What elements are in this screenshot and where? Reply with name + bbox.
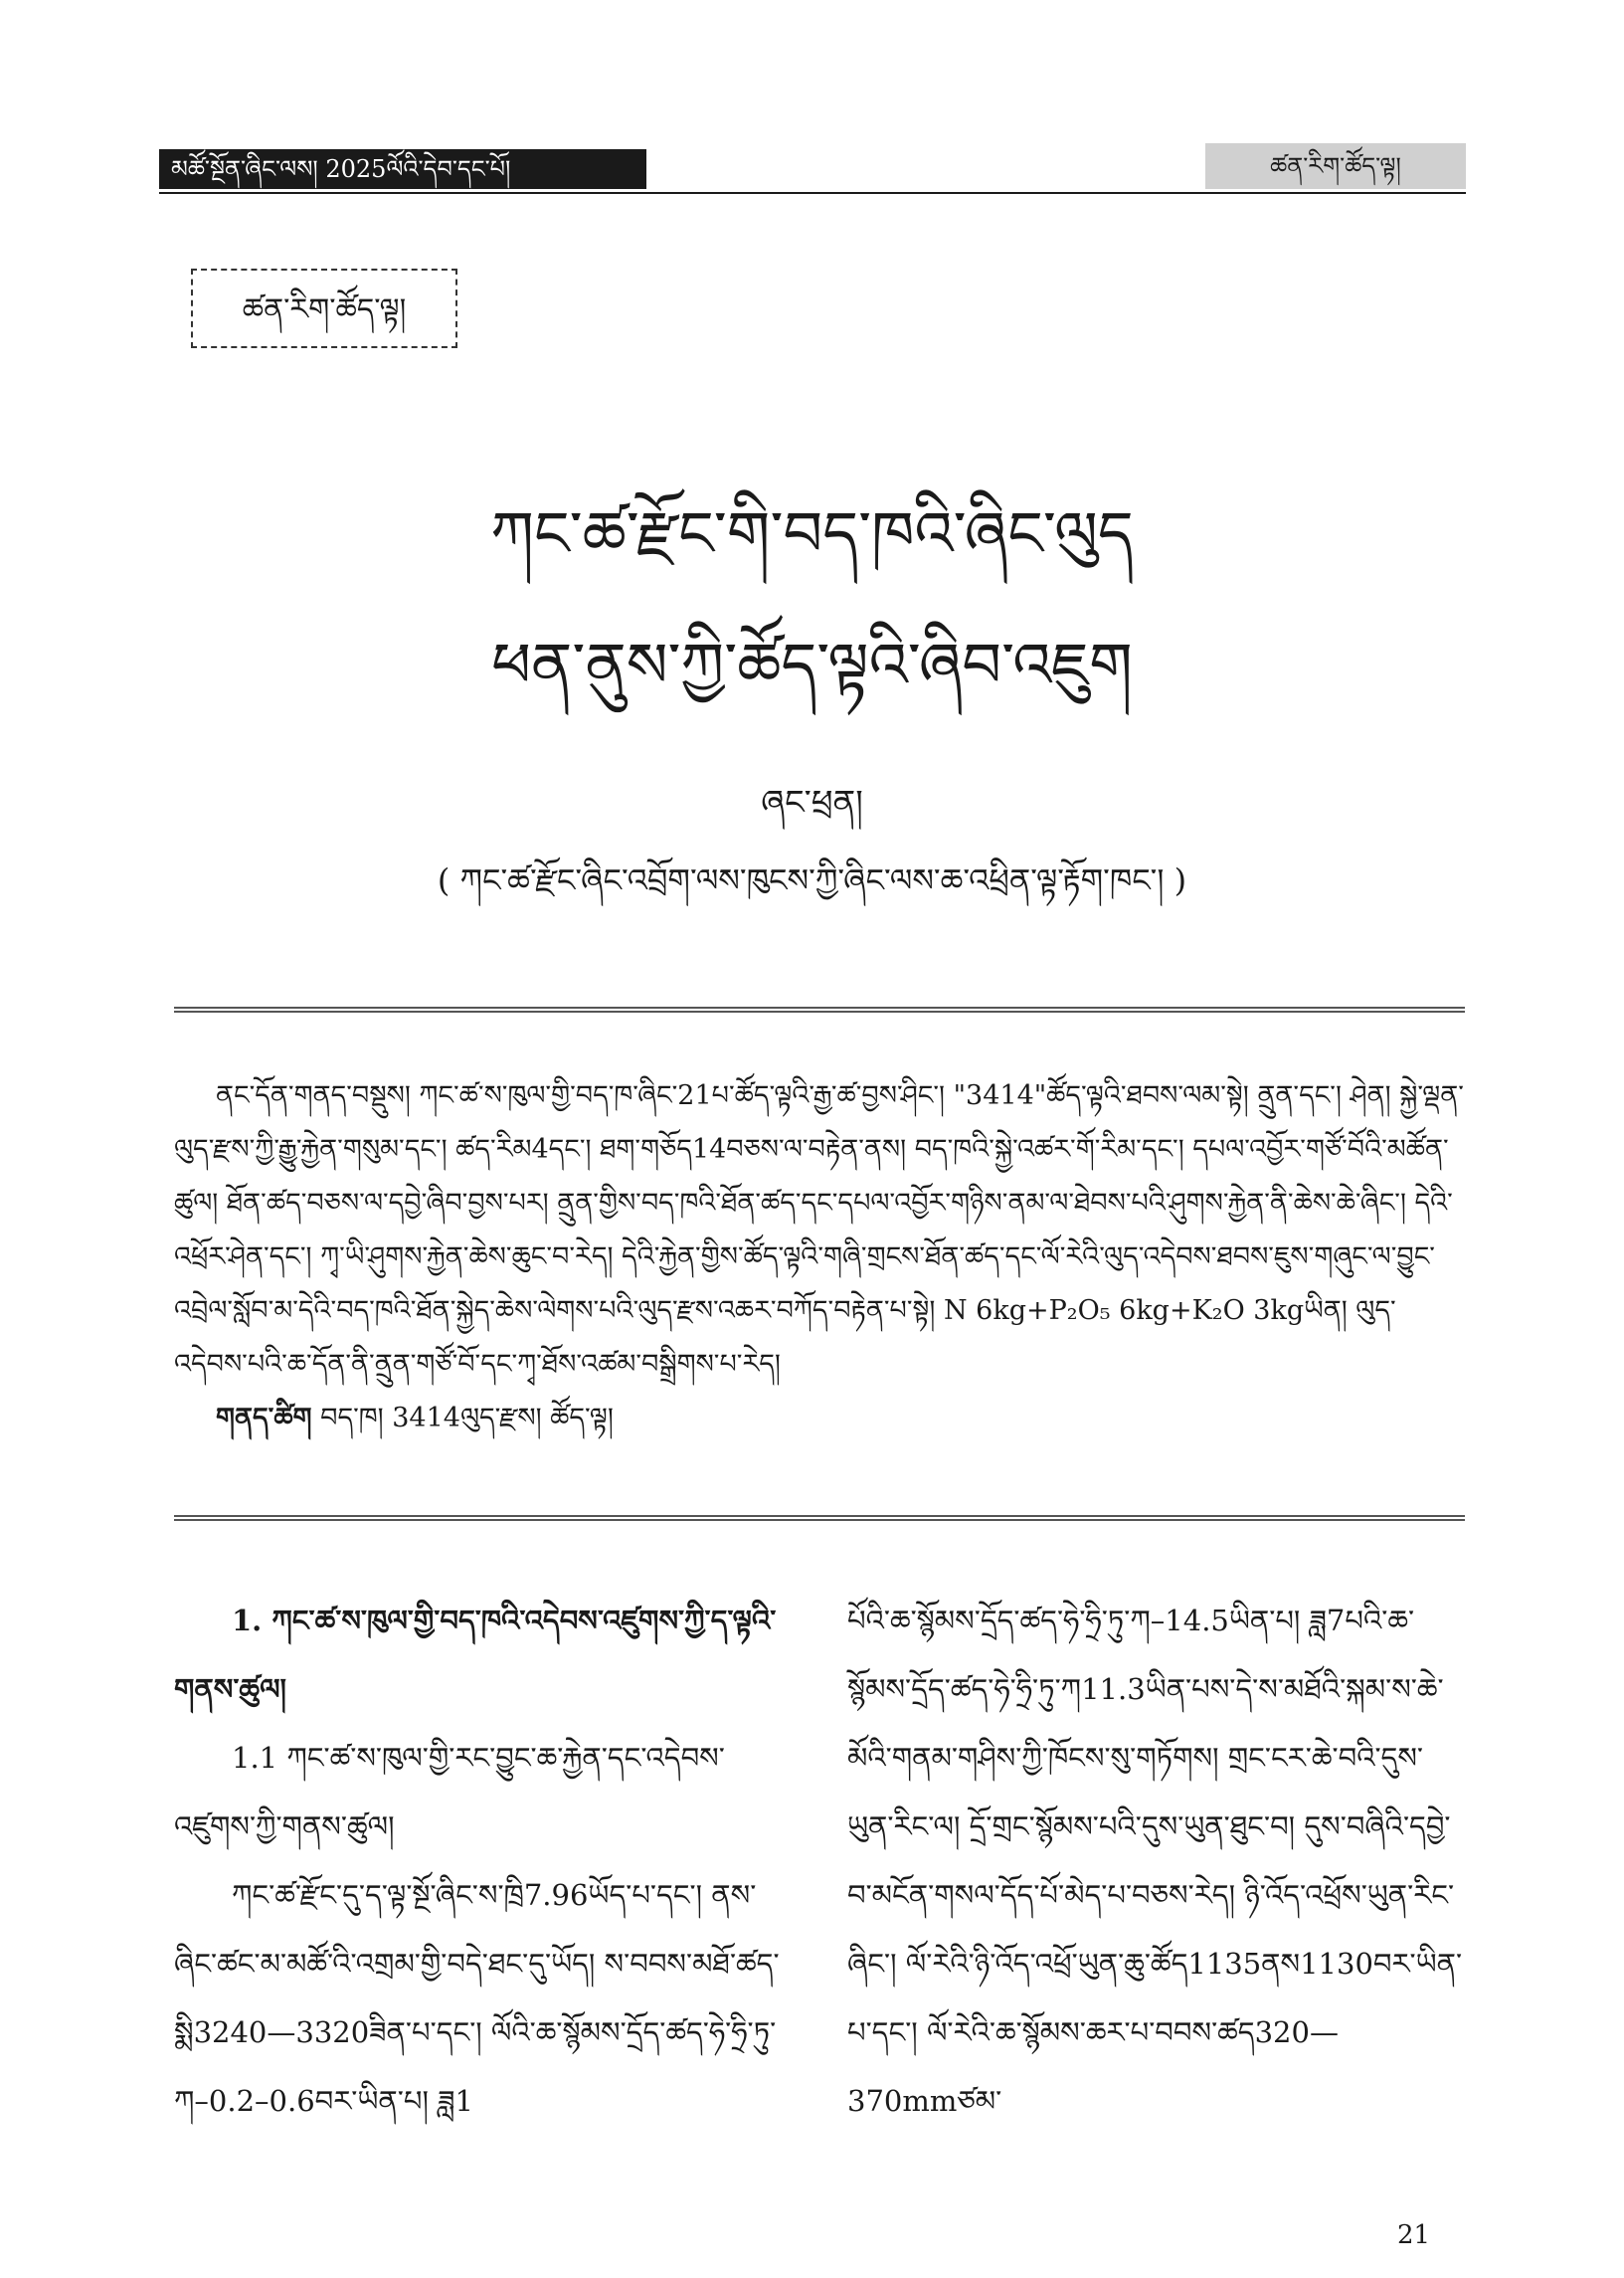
header-section-label: ཚན་རིག་ཚོད་ལྟ། [1205,143,1466,189]
keywords-label: གནད་ཚིག [216,1403,312,1433]
divider-top [174,1007,1465,1013]
title-line-1: ཀང་ཚ་རྫོང་གི་བད་ཁའི་ཞིང་ལུད [490,497,1134,570]
abstract-text: ནང་དོན་གནད་བསྡུས། ཀང་ཚ་ས་ཁུལ་གྱི་བད་ཁ་ཞིང་21པ་ཚོད་ལྟའི་རྒྱ་ཚ་བྱས་ཤིང་། "3414"ཚོད་ལྟའི་ཐབས་ལམ་སྟེ། ནྲུན་དང་། ཤེན། སྐྱེ་ལྡན་ལུད་རྫས་ཀྱི་རྒྱུ་རྐྱེན་གསུམ་དང་། ཚད་རིམ4དང་། ཐག་གཅོད14བཅས་ལ་བརྟེན་ནས། བད་ཁའི་སྐྱེ་འཚར་གོ་རིམ་དང་། དཔལ་འབྱོར་གཙོ་བོའི་མཚོན་ཚུལ། ཐོན་ཚད་བཅས་ལ་དབྱེ་ཞིབ་བྱས་པར། ནྲུན་གྱིས་བད་ཁའི་ཐོན་ཚད་དང་དཔལ་འབྱོར་གཉིས་ནམ་ལ་ཐེབས་པའི་ཤུགས་རྐྱེན་ནི་ཆེས་ཆེ་ཞིང་། དེའི་འཕྲོར་ཤེན་དང་། ཀྭ་ཡི་ཤུགས་རྐྱེན་ཆེས་ཆུང་བ་རེད། དེའི་རྐྱེན་གྱིས་ཚོད་ལྟའི་གཞི་གྲངས་ཐོན་ཚད་དང་ལོ་རེའི་ལུད་འདེབས་ཐབས་ཇུས་གཞུང་ལ་བྱུང་འབྲེལ་སློབ་མ་དེའི་བད་ཁའི་ཐོན་སྐྱེད་ཆེས་ལེགས་པའི་ལུད་རྫས་འཆར་བཀོད་བརྟེན་པ་སྟེ། N 6kg+P₂O₅ 6kg+K₂O 3kgཡིན། ལུད་འདེབས་པའི་ཆ་དོན་ནི་ནྲུན་གཙོ་བོ་དང་ཀྭ་ཐོས་འཚམ་བསྒྲིགས་པ་རེད། [174,1080,1464,1380]
section-heading-1-1: 1.1 ཀང་ཚ་ས་ཁུལ་གྱི་རང་བྱུང་ཆ་རྐྱེན་དང་འདེབས་འཛུགས་ཀྱི་གནས་ཚུལ། [174,1741,725,1843]
divider-bottom [174,1515,1465,1521]
keywords: བད་ཁ། 3414ལུད་རྫས། ཚོད་ལྟ། [320,1403,614,1433]
abstract [174,1069,1465,1445]
body-column-left [174,1587,791,2136]
title-line-2: ཕན་ནུས་ཀྱི་ཚོད་ལྟའི་ཞིབ་འཇུག [491,629,1133,701]
body-paragraph-continued: པོའི་ཆ་སྙོམས་དྲོད་ཚད་ཧེ་ཧྲི་ཏུ་ཀ–14.5ཡིན་པ། ཟླ7པའི་ཆ་སྙོམས་དྲོད་ཚད་ཧེ་ཧྲི་ཏུ་ཀ11.3ཡིན་པས་དེ་ས་མཐོའི་སྐམ་ས་ཆེ་མོའི་གནམ་གཤིས་ཀྱི་ཁོངས་སུ་གཏོགས། གྲང་ངར་ཆེ་བའི་དུས་ཡུན་རིང་ལ། དྲོ་གྲང་སྙོམས་པའི་དུས་ཡུན་ཐུང་བ། དུས་བཞིའི་དབྱེ་བ་མངོན་གསལ་དོད་པོ་མེད་པ་བཅས་རེད། ཉི་འོད་འཕྲོས་ཡུན་རིང་ཞིང་། ལོ་རེའི་ཉི་འོད་འཕྲོ་ཡུན་ཆུ་ཚོད1135ནས1130བར་ཡིན་པ་དང་། ལོ་རེའི་ཆ་སྙོམས་ཆར་པ་བབས་ཚད320—370mmཙམ་ [847,1604,1463,2118]
author: ཞང་ཕྲན། [761,783,863,823]
keywords-line [174,1392,1465,1445]
header-journal-issue: མཚོ་སྔོན་ཞིང་ལས། 2025ལོའི་དེབ་དང་པོ། [159,149,646,189]
header-rule [159,192,1466,194]
section-tag: ཚན་རིག་ཚོད་ལྟ། [191,269,457,348]
affiliation: ( ཀང་ཚ་རྫོང་ཞིང་འབྲོག་ལས་ཁུངས་ཀྱི་ཞིང་ལས་ཆ་འཕྲིན་ལྟ་རྟོག་ཁང་། ) [437,861,1187,899]
body-column-right [847,1587,1464,2136]
section-heading-1: 1. ཀང་ཚ་ས་ཁུལ་གྱི་བད་ཁའི་འདེབས་འཛུགས་ཀྱི་ད་ལྟའི་གནས་ཚུལ། [174,1604,777,1706]
page-number: 21 [1397,2220,1431,2250]
body-paragraph: ཀང་ཚ་རྫོང་དུ་ད་ལྟ་སྔོ་ཞིང་ས་ཁྲི7.96ཡོད་པ་དང་། ནས་ཞིང་ཚང་མ་མཚོ་འི་འགྲམ་གྱི་བདེ་ཐང་དུ་ཡོད། ས་བབས་མཐོ་ཚད་སྨི3240—3320ཟིན་པ་དང་། ལོའི་ཆ་སྙོམས་དྲོད་ཚད་ཧེ་ཧྲི་ཏུ་ཀ–0.2–0.6བར་ཡིན་པ། ཟླ1 [174,1878,780,2118]
